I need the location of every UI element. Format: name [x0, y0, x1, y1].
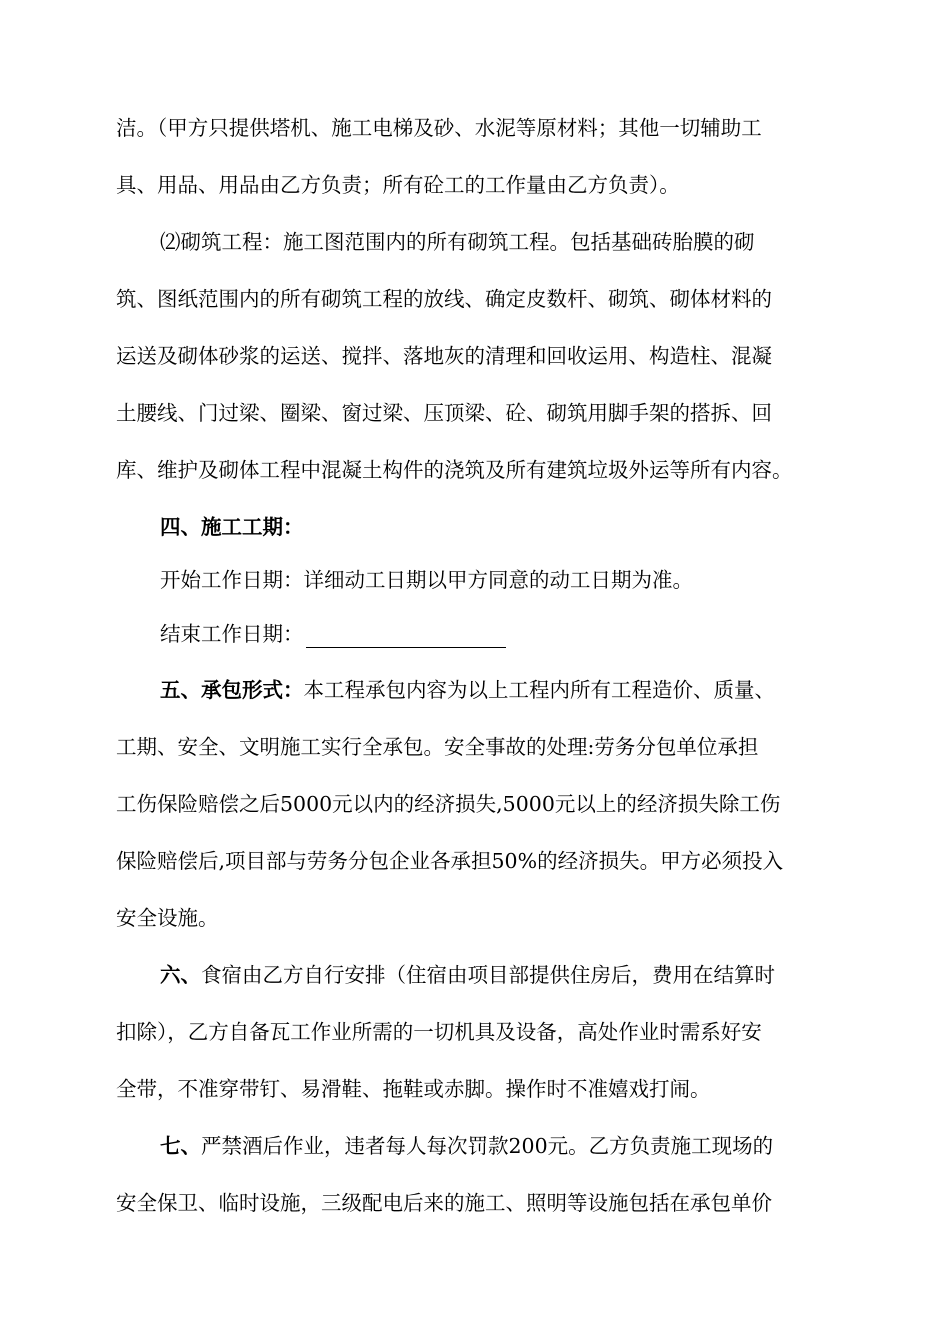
paragraph-line: 筑、图纸范围内的所有砌筑工程的放线、确定皮数杆、砌筑、砌体材料的 [116, 287, 772, 311]
paragraph-line: 库、维护及砌体工程中混凝土构件的浇筑及所有建筑垃圾外运等所有内容。 [116, 458, 793, 482]
paragraph-line: 扣除），乙方自备瓦工作业所需的一切机具及设备，高处作业时需系好安 [116, 1020, 762, 1044]
start-date-label: 开始工作日期： [160, 568, 304, 592]
paragraph-line: 运送及砌体砂浆的运送、搅拌、落地灰的清理和回收运用、构造柱、混凝 [116, 344, 772, 368]
paragraph-line: 土腰线、门过梁、圈梁、窗过梁、压顶梁、砼、砌筑用脚手架的搭拆、回 [116, 401, 772, 425]
accommodation-line [160, 961, 840, 989]
end-date-line [160, 620, 840, 648]
end-date-blank [306, 625, 506, 648]
paragraph-line: 具、用品、用品由乙方负责；所有砼工的工作量由乙方负责）。 [116, 173, 680, 197]
section-heading-six: 六、 [160, 963, 201, 987]
paragraph-line: 安全设施。 [116, 906, 219, 930]
section-heading-seven: 七、 [160, 1134, 201, 1158]
end-date-label: 结束工作日期： [160, 622, 304, 646]
paragraph-line: 全带，不准穿带钉、易滑鞋、拖鞋或赤脚。操作时不准嬉戏打闹。 [116, 1077, 711, 1101]
paragraph-line: 洁。（甲方只提供塔机、施工电梯及砂、水泥等原材料；其他一切辅助工 [116, 116, 762, 140]
section-heading-schedule: 四、施工工期： [160, 515, 304, 539]
paragraph-line: 工期、安全、文明施工实行全承包。安全事故的处理:劳务分包单位承担 [116, 735, 759, 759]
start-date-line [160, 566, 840, 594]
contract-form-text: 本工程承包内容为以上工程内所有工程造价、质量、 [303, 678, 775, 702]
paragraph-line: 保险赔偿后,项目部与劳务分包企业各承担50%的经济损失。甲方必须投入 [116, 849, 784, 873]
start-date-text: 详细动工日期以甲方同意的动工日期为准。 [303, 568, 693, 592]
contract-form-line [160, 676, 840, 704]
alcohol-rule-line [160, 1132, 840, 1160]
paragraph-line: ⑵砌筑工程：施工图范围内的所有砌筑工程。包括基础砖胎膜的砌 [160, 230, 755, 254]
paragraph-line: 安全保卫、临时设施，三级配电后来的施工、照明等设施包括在承包单价 [116, 1191, 772, 1215]
accommodation-text: 食宿由乙方自行安排（住宿由项目部提供住房后，费用在结算时 [201, 963, 775, 987]
paragraph-line: 工伤保险赔偿之后5000元以内的经济损失,5000元以上的经济损失除工伤 [116, 792, 781, 816]
alcohol-rule-text: 严禁酒后作业，违者每人每次罚款200元。乙方负责施工现场的 [201, 1134, 774, 1158]
section-heading-contract-form: 五、承包形式： [160, 678, 304, 702]
